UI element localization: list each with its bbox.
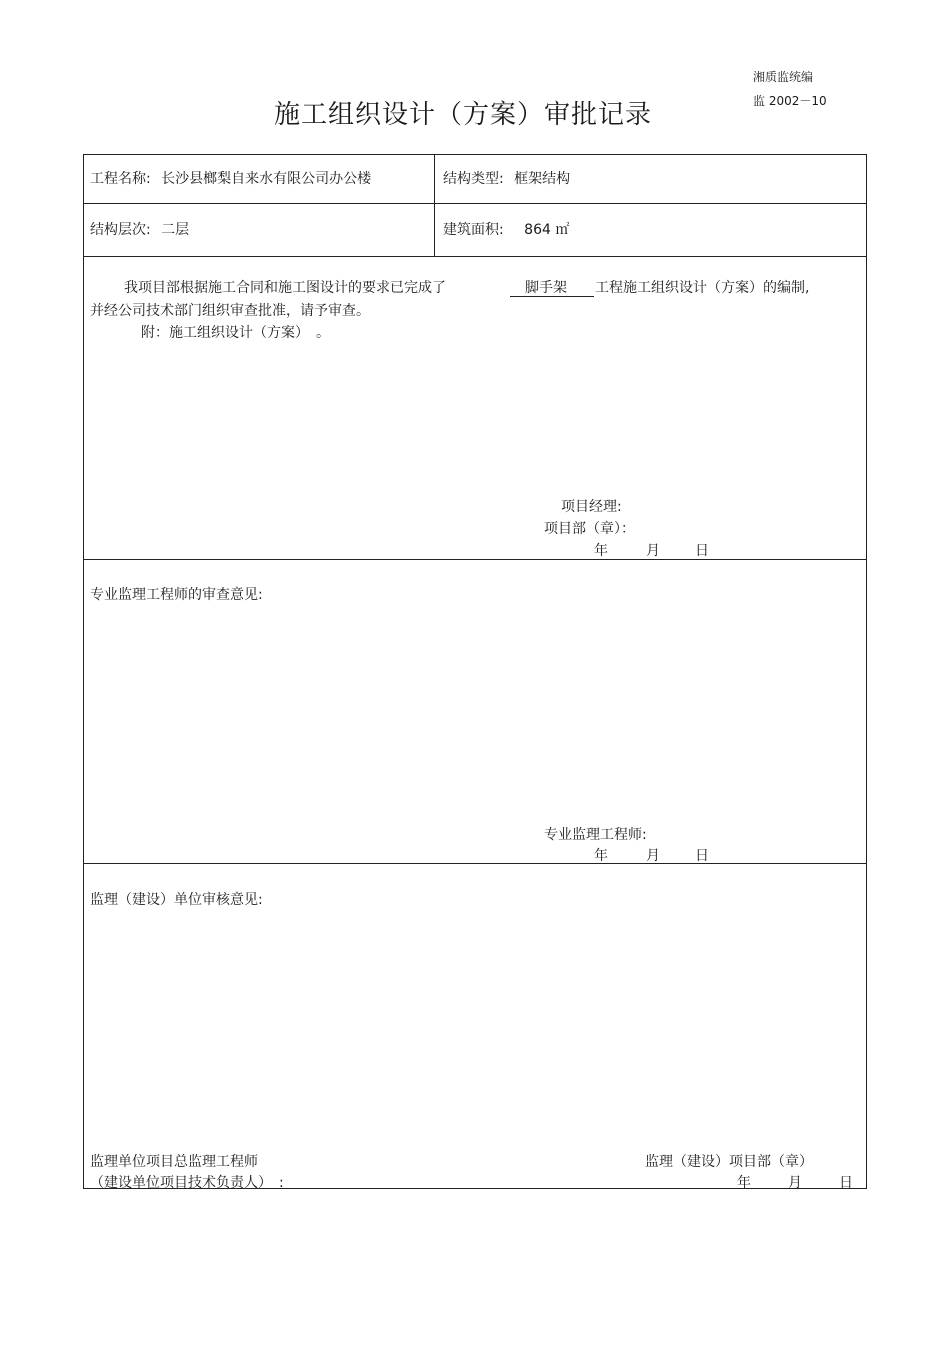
row-divider-3 [83, 559, 867, 560]
floors-value: 二层 [161, 222, 190, 238]
structure-type-value: 框架结构 [514, 171, 571, 187]
chief-engineer-label: 监理单位项目总监理工程师 [90, 1154, 258, 1170]
page-title: 施工组织设计（方案）审批记录 [274, 100, 653, 130]
project-name-field [90, 168, 371, 188]
date-month-label: 月 [646, 543, 660, 559]
engineer-signer-label: 专业监理工程师: [544, 827, 647, 843]
project-name-label: 工程名称: [90, 171, 151, 187]
application-text-line2: 并经公司技术部门组织审查批准，请予审查。 [90, 303, 370, 319]
scheme-name-value: 脚手架 [525, 280, 567, 296]
row-divider-4 [83, 863, 867, 864]
area-label: 建筑面积: [443, 222, 504, 238]
date-day-label: 日 [695, 848, 709, 864]
floors-label: 结构层次: [90, 222, 151, 238]
application-text-line1: 我项目部根据施工合同和施工图设计的要求已完成了 [124, 280, 446, 296]
form-code-number: 监 2002－10 [753, 94, 827, 108]
area-field [443, 219, 569, 239]
date-year-label: 年 [737, 1175, 751, 1191]
project-dept-seal-label: 项目部（章）： [544, 521, 635, 537]
unit-review-label: 监理（建设）单位审核意见: [90, 892, 263, 908]
attachment-note: 附：施工组织设计（方案） 。 [141, 325, 330, 341]
application-text-line1-suffix: 工程施工组织设计（方案）的编制, [595, 280, 810, 296]
fill-underline [510, 296, 594, 297]
date-year-label: 年 [594, 543, 608, 559]
date-day-label: 日 [839, 1175, 853, 1191]
form-code-label: 湘质监统编 [753, 70, 814, 84]
structure-type-field [443, 168, 570, 188]
engineer-review-label: 专业监理工程师的审查意见: [90, 587, 263, 603]
area-value: 864 ㎡ [524, 222, 570, 238]
date-month-label: 月 [788, 1175, 802, 1191]
row-divider-2 [83, 256, 867, 257]
structure-type-label: 结构类型: [443, 171, 504, 187]
unit-seal-label: 监理（建设）项目部（章） [645, 1154, 813, 1170]
project-manager-label: 项目经理: [561, 499, 622, 515]
date-month-label: 月 [646, 848, 660, 864]
column-divider [434, 154, 435, 256]
row-divider-1 [83, 203, 867, 204]
owner-tech-lead-label: （建设单位项目技术负责人） : [90, 1175, 284, 1191]
date-day-label: 日 [695, 543, 709, 559]
floors-field [90, 219, 189, 239]
project-name-value: 长沙县榔梨自来水有限公司办公楼 [161, 171, 372, 187]
date-year-label: 年 [594, 848, 608, 864]
